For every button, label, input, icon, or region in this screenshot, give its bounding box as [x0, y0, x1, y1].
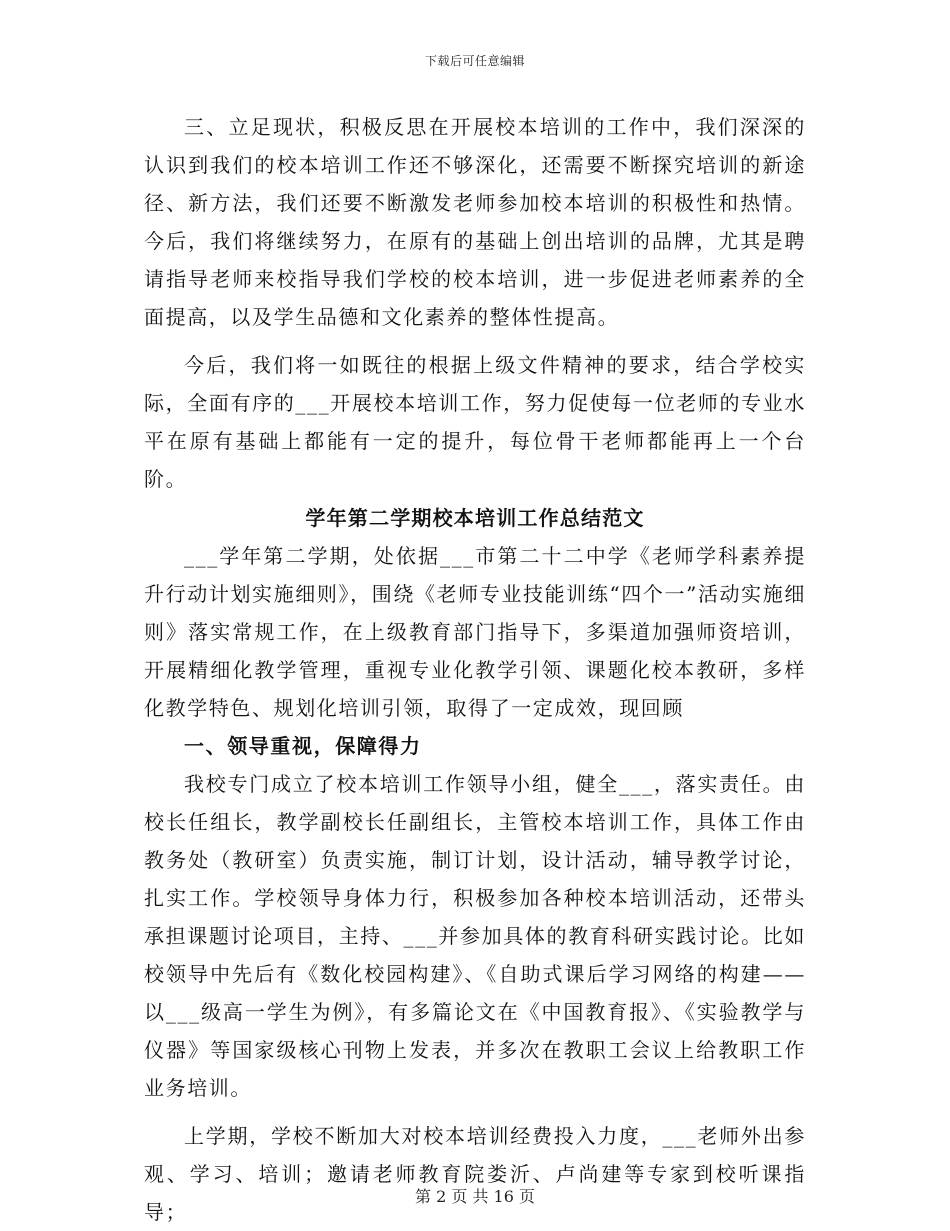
- paragraph-funding: 上学期，学校不断加大对校本培训经费投入力度，___老师外出参观、学习、培训；邀请老师教育院娄沂、卢尚建等专家到校听课指导；: [144, 1124, 806, 1224]
- paragraph-reflection: 三、立足现状，积极反思在开展校本培训的工作中，我们深深的认识到我们的校本培训工作还不够深化，还需要不断探究培训的新途径、新方法，我们还要不断激发老师参加校本培训的积极性和热情。今后，我们将继续努力，在原有的基础上创出培训的品牌，尤其是聘请指导老师来校指导我们学校的校本培训，进一步促进老师素养的全面提高，以及学生品德和文化素养的整体性提高。: [144, 115, 806, 329]
- page-footer: 第 2 页 共 16 页: [415, 1187, 535, 1206]
- page-header: 下载后可任意编辑: [424, 54, 525, 68]
- paragraph-intro: ___学年第二学期，处依据___市第二十二中学《老师学科素养提升行动计划实施细则》，围绕《老师专业技能训练“四个一”活动实施细则》落实常规工作，在上级教育部门指导下，多渠道加强师资培训，开展精细化教学管理，重视专业化教学引领、课题化校本教研，多样化教学特色、规划化培训引领，取得了一定成效，现回顾: [144, 544, 806, 720]
- document-title: 学年第二学期校本培训工作总结范文: [305, 506, 645, 530]
- section-heading-leadership: 一、领导重视，保障得力: [184, 734, 422, 758]
- paragraph-future-plan: 今后，我们将一如既往的根据上级文件精神的要求，结合学校实际，全面有序的___开展校本培训工作，努力促使每一位老师的专业水平在原有基础上都能有一定的提升，每位骨干老师都能再上一个台阶。: [144, 353, 806, 491]
- paragraph-leadership: 我校专门成立了校本培训工作领导小组，健全___，落实责任。由校长任组长，教学副校长任副组长，主管校本培训工作，具体工作由教务处（教研室）负责实施，制订计划，设计活动，辅导教学讨论，扎实工作。学校领导身体力行，积极参加各种校本培训活动，还带头承担课题讨论项目，主持、___并参加具体的教育科研实践讨论。比如校领导中先后有《数化校园构建》、《自助式课后学习网络的构建——以___级高一学生为例》，有多篇论文在《中国教育报》、《实验教学与仪器》等国家级核心刊物上发表，并多次在教职工会议上给教职工作业务培训。: [144, 772, 806, 1100]
- document-body: [144, 108, 806, 1231]
